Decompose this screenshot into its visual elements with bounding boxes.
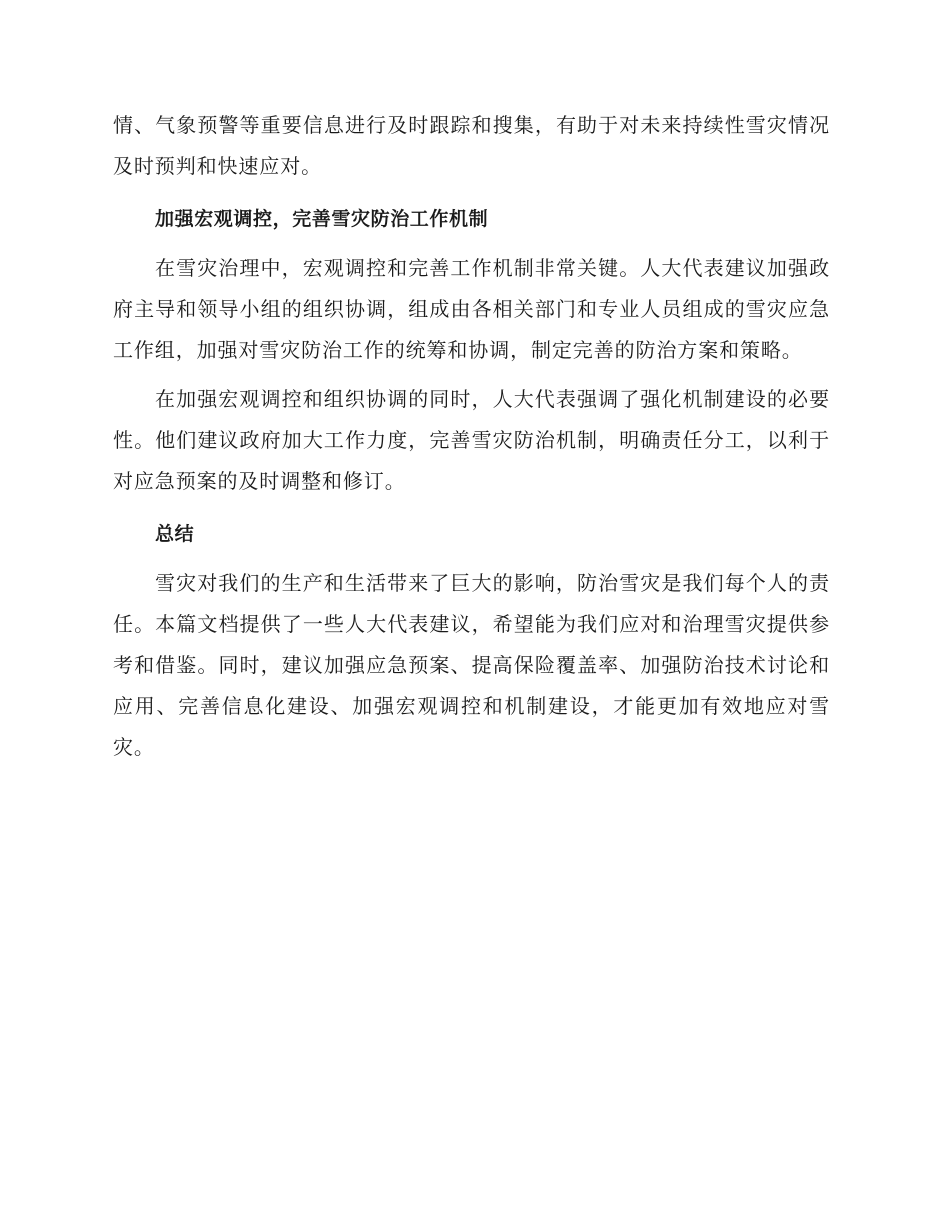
spacer bbox=[113, 555, 830, 563]
document-page bbox=[113, 105, 830, 768]
spacer bbox=[113, 502, 830, 514]
spacer bbox=[113, 240, 830, 248]
section-heading-macro-control: 加强宏观调控，完善雪灾防治工作机制 bbox=[155, 208, 489, 230]
paragraph-macro-2: 在加强宏观调控和组织协调的同时，人大代表强调了强化机制建设的必要性。他们建议政府加大工作力度，完善雪灾防治机制，明确责任分工，以利于对应急预案的及时调整和修订。 bbox=[113, 387, 830, 493]
paragraph-continued: 情、气象预警等重要信息进行及时跟踪和搜集，有助于对未来持续性雪灾情况及时预判和快速应对。 bbox=[113, 113, 830, 178]
paragraph-macro-1: 在雪灾治理中，宏观调控和完善工作机制非常关键。人大代表建议加强政府主导和领导小组的组织协调，组成由各相关部门和专业人员组成的雪灾应急工作组，加强对雪灾防治工作的统筹和协调，制定完善的防治方案和策略。 bbox=[113, 256, 830, 362]
section-heading-summary: 总结 bbox=[155, 523, 195, 545]
paragraph-summary: 雪灾对我们的生产和生活带来了巨大的影响，防治雪灾是我们每个人的责任。本篇文档提供了一些人大代表建议，希望能为我们应对和治理雪灾提供参考和借鉴。同时，建议加强应急预案、提高保险覆盖率、加强防治技术讨论和应用、完善信息化建设、加强宏观调控和机制建设，才能更加有效地应对雪灾。 bbox=[113, 571, 830, 759]
spacer bbox=[113, 371, 830, 379]
spacer bbox=[113, 187, 830, 199]
